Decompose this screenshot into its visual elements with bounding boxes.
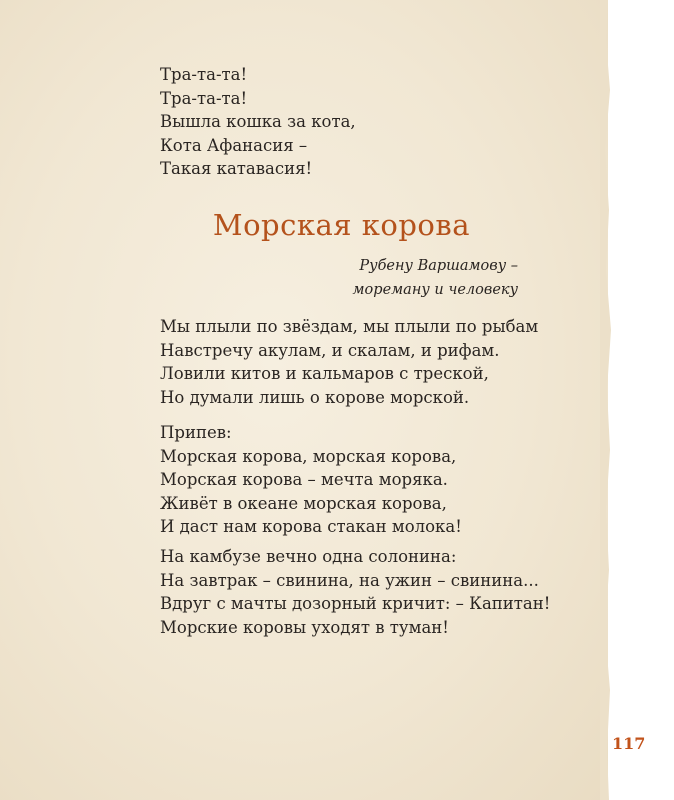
poem-title: Морская корова [212, 208, 470, 242]
poem-dedication [300, 254, 518, 302]
verse-line: Морские коровы уходят в туман! [160, 617, 449, 637]
page-number: 117 [612, 734, 646, 753]
verse-line: Вышла кошка за кота, [160, 112, 356, 132]
chorus-label: Припев: [160, 423, 232, 442]
verse-line: Навстречу акулам, и скалам, и рифам. [160, 340, 500, 360]
verse-line: Тра-та-та! [160, 88, 248, 108]
verse-line: Тра-та-та! [160, 65, 248, 84]
dedication-line: Рубену Варшамову – [359, 258, 518, 274]
dedication-line: мореману и человеку [352, 282, 518, 298]
verse-line: Морская корова, морская корова, [160, 446, 457, 466]
verse-line: Мы плыли по звёздам, мы плыли по рыбам [160, 317, 539, 336]
verse-line: Вдруг с мачты дозорный кричит: – Капитан! [160, 594, 551, 614]
stanza-1 [160, 315, 538, 409]
torn-paper-edge [600, 0, 620, 800]
verse-line: Такая катавасия! [160, 159, 313, 179]
verse-top [160, 63, 356, 181]
verse-line: На завтрак – свинина, на ужин – свинина... [160, 570, 539, 590]
verse-line: Но думали лишь о корове морской. [160, 387, 470, 407]
verse-line: На камбузе вечно одна солонина: [160, 547, 457, 566]
verse-line: Морская корова – мечта моряка. [160, 470, 448, 490]
verse-line: И даст нам корова стакан молока! [160, 517, 462, 537]
stanza-2-chorus [160, 421, 462, 539]
verse-line: Ловили китов и кальмаров с треской, [160, 364, 489, 384]
stanza-3 [160, 545, 550, 639]
verse-line: Кота Афанасия – [160, 135, 308, 155]
verse-line: Живёт в океане морская корова, [160, 493, 447, 513]
